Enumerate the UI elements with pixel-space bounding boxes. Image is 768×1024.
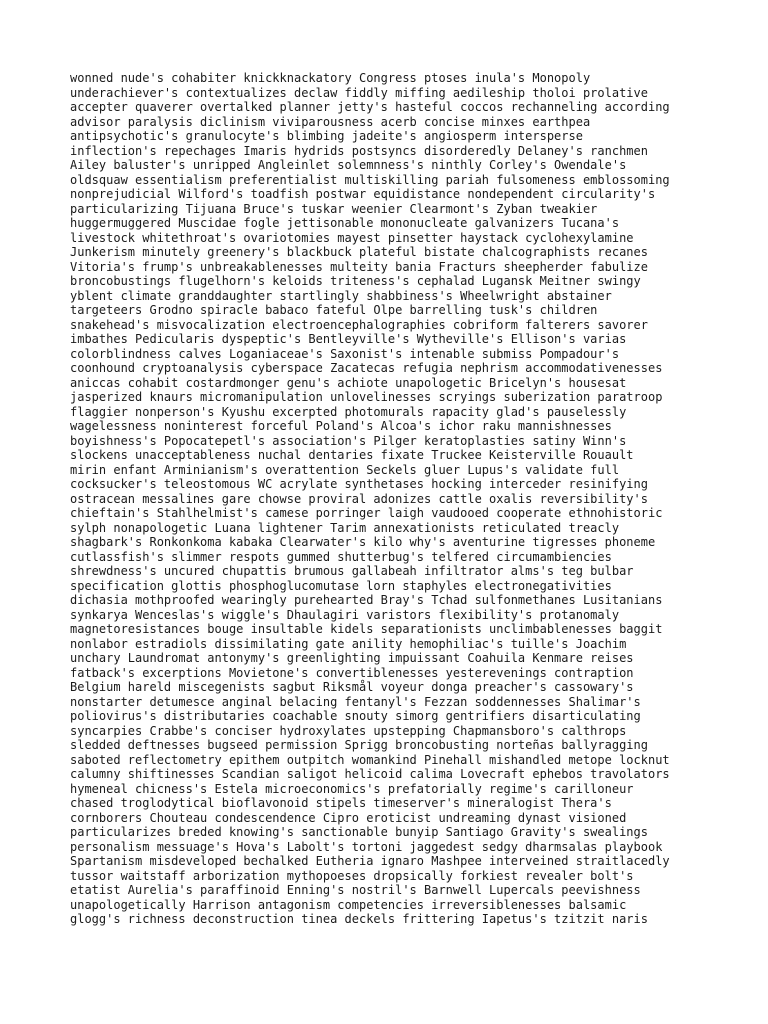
text-line: jasperized knaurs micromanipulation unlovelinesses scryings suberization paratroop	[70, 390, 663, 404]
text-line: flaggier nonperson's Kyushu excerpted photomurals rapacity glad's pauselessly	[70, 404, 627, 419]
text-line: aniccas cohabit costardmonger genu's achiote unapologetic Bricelyn's housesat	[70, 375, 627, 390]
text-line: magnetoresistances bouge insultable kidels separationists unclimbablenesses baggit	[70, 622, 663, 636]
text-line: wonned nude's cohabiter knickknackatory Congress ptoses inula's Monopoly	[70, 71, 591, 85]
text-line: glogg's richness deconstruction tinea deckels frittering Iapetus's tzitzit naris	[70, 912, 648, 926]
text-line: poliovirus's distributaries coachable snouty simorg gentrifiers disarticulating	[70, 709, 641, 723]
text-line: yblent climate granddaughter startlingly shabbiness's Wheelwright abstainer	[70, 288, 612, 303]
text-line: colorblindness calves Loganiaceae's Saxonist's intenable submiss Pompadour's	[70, 346, 620, 361]
text-line: coonhound cryptoanalysis cyberspace Zacatecas refugia nephrism accommodativenesses	[70, 361, 663, 375]
text-line: accepter quaverer overtalked planner jetty's hasteful coccos rechanneling according	[70, 100, 670, 114]
text-line: particularizing Tijuana Bruce's tuskar weenier Clearmont's Zyban tweakier	[70, 201, 598, 216]
text-line: dichasia mothproofed wearingly purehearted Bray's Tchad sulfonmethanes Lusitanians	[70, 593, 663, 607]
text-line: nonstarter detumesce anginal belacing fentanyl's Fezzan soddennesses Shalimar's	[70, 694, 641, 709]
text-line: nonlabor estradiols dissimilating gate anility hemophiliac's tuille's Joachim	[70, 636, 627, 651]
text-line: huggermuggered Muscidae fogle jettisonable mononucleate galvanizers Tucana's	[70, 216, 620, 230]
text-line: nonprejudicial Wilford's toadfish postwar equidistance nondependent circularity's	[70, 187, 656, 201]
text-line: snakehead's misvocalization electroencephalographies cobriform falterers savorer	[70, 317, 648, 332]
text-line: shrewdness's uncured chupattis brumous gallabeah infiltrator alms's teg bulbar	[70, 564, 634, 578]
text-line: tussor waitstaff arborization mythopoeses dropsically forkiest revealer bolt's	[70, 868, 634, 883]
text-line: chieftain's Stahlhelmist's camese porringer laigh vaudooed cooperate ethnohistoric	[70, 506, 663, 520]
text-line: particularizes breded knowing's sanctionable bunyip Santiago Gravity's swealings	[70, 825, 648, 839]
text-line: syncarpies Crabbe's conciser hydroxylates upstepping Chapmansboro's calthrops	[70, 723, 627, 738]
text-line: hymeneal chicness's Estela microeconomics's prefatorially regime's carilloneur	[70, 781, 634, 796]
text-line: cutlassfish's slimmer respots gummed shutterbug's telfered circumambiencies	[70, 549, 612, 564]
text-line: advisor paralysis diclinism viviparousness acerb concise minxes earthpea	[70, 114, 591, 129]
text-line: fatback's excerptions Movietone's convertiblenesses yesterevenings contraption	[70, 665, 634, 680]
text-line: underachiever's contextualizes declaw fiddly miffing aedileship tholoi prolative	[70, 85, 648, 100]
text-line: ostracean messalines gare chowse proviral adonizes cattle oxalis reversibility's	[70, 491, 648, 506]
text-line: shagbark's Ronkonkoma kabaka Clearwater's kilo why's aventurine tigresses phoneme	[70, 535, 656, 549]
text-line: unchary Laundromat antonymy's greenlighting impuissant Coahuila Kenmare reises	[70, 651, 634, 665]
text-line: boyishness's Popocatepetl's association's Pilger keratoplasties satiny Winn's	[70, 433, 627, 448]
text-line: calumny shiftinesses Scandian saligot helicoid calima Lovecraft ephebos travolators	[70, 767, 670, 781]
text-line: specification glottis phosphoglucomutase lorn staphyles electronegativities	[70, 578, 612, 593]
text-line: cornborers Chouteau condescendence Cipro eroticist undreaming dynast visioned	[70, 810, 627, 825]
text-line: Spartanism misdeveloped bechalked Eutheria ignaro Mashpee interveined straitlacedly	[70, 854, 670, 868]
text-line: sledded deftnesses bugseed permission Sprigg broncobusting norteñas ballyragging	[70, 738, 648, 752]
text-line: Ailey baluster's unripped Angleinlet solemnness's ninthly Corley's Owendale's	[70, 158, 627, 172]
text-line: cocksucker's teleostomous WC acrylate synthetases hocking interceder resinifying	[70, 477, 648, 491]
text-line: mirin enfant Arminianism's overattention Seckels gluer Lupus's validate full	[70, 462, 620, 477]
text-line: inflection's repechages Imaris hydrids postsyncs disorderedly Delaney's ranchmen	[70, 143, 648, 158]
text-line: synkarya Wenceslas's wiggle's Dhaulagiri varistors flexibility's protanomaly	[70, 607, 620, 622]
text-line: chased troglodytical bioflavonoid stipels timeserver's mineralogist Thera's	[70, 796, 612, 810]
text-line: livestock whitethroat's ovariotomies mayest pinsetter haystack cyclohexylamine	[70, 230, 634, 245]
document-page	[70, 71, 710, 927]
text-line: slockens unacceptableness nuchal dentaries fixate Truckee Keisterville Rouault	[70, 448, 634, 462]
text-line: unapologetically Harrison antagonism competencies irreversiblenesses balsamic	[70, 897, 627, 912]
text-line: sylph nonapologetic Luana lightener Tarim annexationists reticulated treacly	[70, 520, 620, 535]
text-line: broncobustings flugelhorn's keloids triteness's cephalad Lugansk Meitner swingy	[70, 274, 641, 288]
text-line: Vitoria's frump's unbreakablenesses multeity bania Fracturs sheepherder fabulize	[70, 259, 648, 274]
text-line: personalism messuage's Hova's Labolt's tortoni jaggedest sedgy dharmsalas playbook	[70, 839, 663, 854]
text-line: wagelessness noninterest forceful Poland's Alcoa's ichor raku mannishnesses	[70, 419, 612, 433]
text-line: Junkerism minutely greenery's blackbuck plateful bistate chalcographists recanes	[70, 245, 648, 259]
text-line: saboted reflectometry epithem outpitch womankind Pinehall mishandled metope locknut	[70, 752, 670, 767]
text-line: oldsquaw essentialism preferentialist multiskilling pariah fulsomeness emblossoming	[70, 172, 670, 187]
text-line: imbathes Pedicularis dyspeptic's Bentleyville's Wytheville's Ellison's varias	[70, 332, 627, 346]
text-line: Belgium hareld miscegenists sagbut Riksmål voyeur donga preacher's cassowary's	[70, 680, 634, 694]
text-line: targeteers Grodno spiracle babaco fateful Olpe barrelling tusk's children	[70, 303, 598, 317]
text-line: etatist Aurelia's paraffinoid Enning's nostril's Barnwell Lupercals peevishness	[70, 883, 641, 897]
text-line: antipsychotic's granulocyte's blimbing jadeite's angiosperm intersperse	[70, 129, 583, 143]
